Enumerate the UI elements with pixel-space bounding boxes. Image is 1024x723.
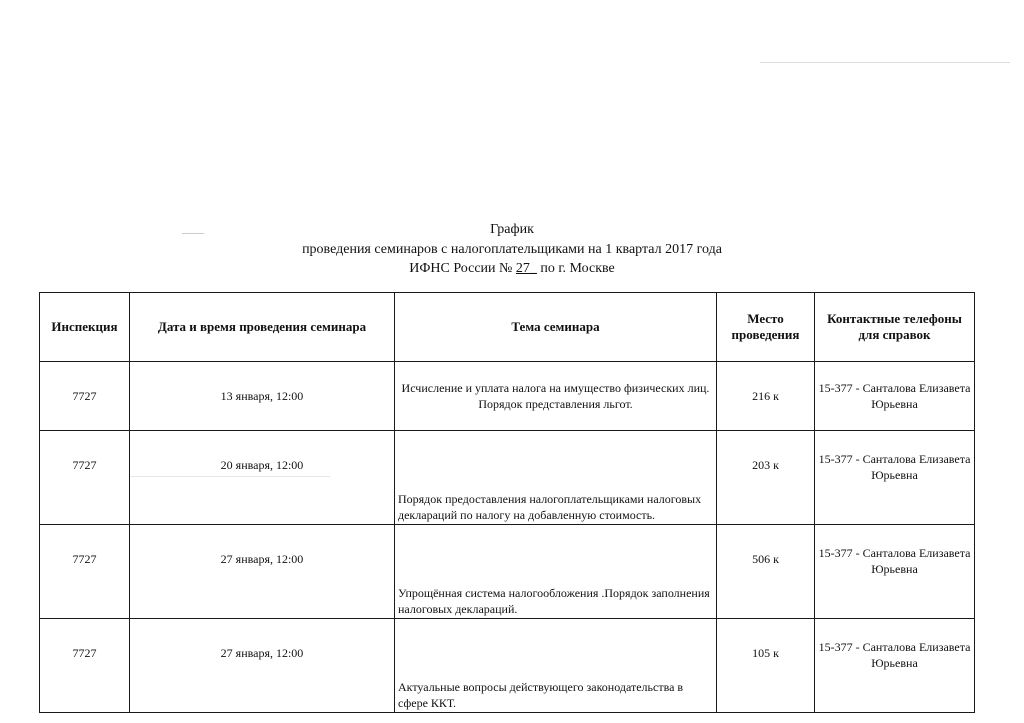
inspection-line (0, 260, 1024, 278)
cell-datetime: 13 января, 12:00 (130, 362, 395, 431)
inspection-number: 27_ (515, 261, 537, 276)
cell-datetime: 20 января, 12:00 (130, 431, 395, 525)
cell-location: 105 к (717, 619, 815, 713)
cell-datetime: 27 января, 12:00 (130, 525, 395, 619)
table-row (40, 362, 975, 431)
cell-topic: Актуальные вопросы действующего законодательства в сфере ККТ. (395, 619, 717, 713)
cell-contacts: 15-377 - Санталова Елизавета Юрьевна (815, 525, 975, 619)
table-row (40, 525, 975, 619)
seminar-schedule-table (39, 292, 975, 713)
cell-topic: Исчисление и уплата налога на имущество физических лиц. Порядок представления льгот. (395, 362, 717, 431)
header-topic: Тема семинара (395, 293, 717, 362)
cell-location: 203 к (717, 431, 815, 525)
document-title: График (490, 222, 534, 237)
header-contacts: Контактные телефоны для справок (815, 293, 975, 362)
header-location: Место проведения (717, 293, 815, 362)
table-header-row (40, 293, 975, 362)
cell-topic: Порядок предоставления налогоплательщиками налоговых деклараций по налогу на добавленную стоимость. (395, 431, 717, 525)
cell-location: 506 к (717, 525, 815, 619)
cell-topic: Упрощённая система налогообложения .Порядок заполнения налоговых деклараций. (395, 525, 717, 619)
cell-inspection: 7727 (40, 431, 130, 525)
cell-contacts: 15-377 - Санталова Елизавета Юрьевна (815, 619, 975, 713)
document-subtitle: проведения семинаров с налогоплательщиками на 1 квартал 2017 года (302, 242, 722, 257)
inspection-suffix: по г. Москве (540, 261, 615, 276)
table-row (40, 619, 975, 713)
table-row (40, 431, 975, 525)
inspection-prefix: ИФНС России № (409, 261, 513, 276)
cell-contacts: 15-377 - Санталова Елизавета Юрьевна (815, 431, 975, 525)
cell-location: 216 к (717, 362, 815, 431)
cell-datetime: 27 января, 12:00 (130, 619, 395, 713)
cell-inspection: 7727 (40, 525, 130, 619)
header-inspection: Инспекция (40, 293, 130, 362)
header-datetime: Дата и время проведения семинара (130, 293, 395, 362)
cell-inspection: 7727 (40, 619, 130, 713)
cell-contacts: 15-377 - Санталова Елизавета Юрьевна (815, 362, 975, 431)
cell-inspection: 7727 (40, 362, 130, 431)
scan-artifact-top (760, 62, 1010, 63)
